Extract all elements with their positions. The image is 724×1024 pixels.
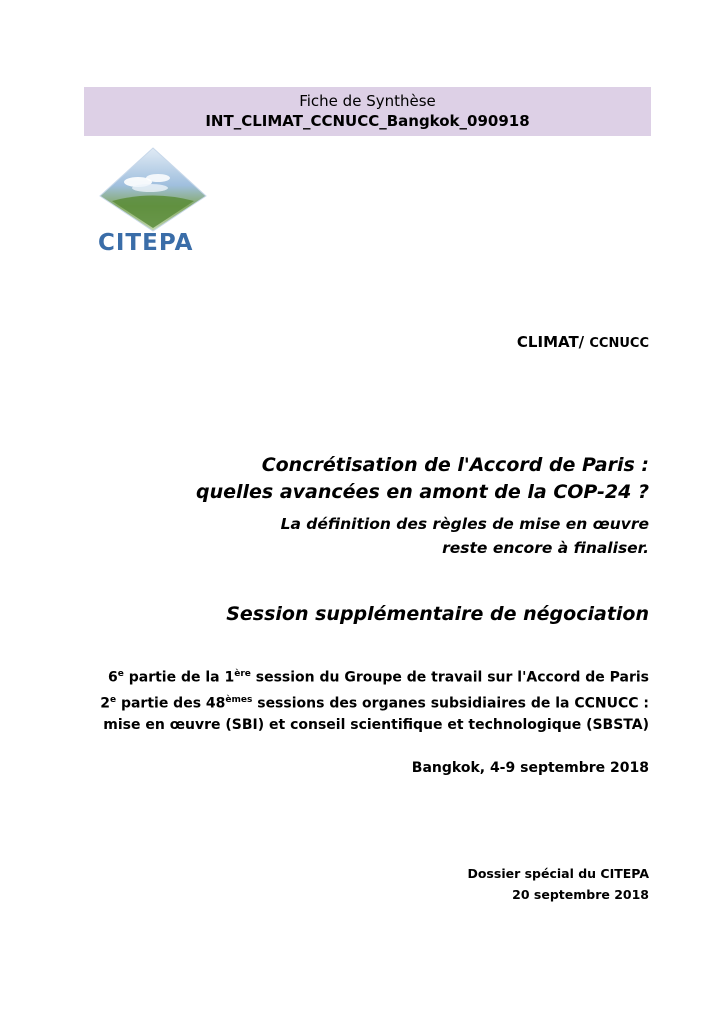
session-parts [100,663,649,736]
dossier-title: Dossier spécial du CITEPA [467,866,649,881]
header-document-reference: INT_CLIMAT_CCNUCC_Bangkok_090918 [205,112,530,130]
category-main: CLIMAT/ [516,333,585,351]
dossier-date: 20 septembre 2018 [512,887,649,902]
parts-line-3: mise en œuvre (SBI) et conseil scientifique et technologique (SBSTA) [103,717,649,734]
document-title [196,452,649,506]
citepa-logo-wordmark: CITEPA [98,230,194,256]
header-document-type: Fiche de Synthèse [299,92,436,110]
parts-line-2: 2e partie des 48èmes sessions des organes subsidiaires de la CCNUCC : [100,694,649,712]
document-header-box [84,87,651,136]
document-subtitle [281,512,649,560]
title-line-2: quelles avancées en amont de la COP-24 ? [196,481,649,503]
subtitle-line-1: La définition des règles de mise en œuvre [280,515,649,533]
title-line-1: Concrétisation de l'Accord de Paris : [261,454,649,476]
parts-line-1: 6e partie de la 1ère session du Groupe de travail sur l'Accord de Paris [108,669,649,686]
location-date: Bangkok, 4-9 septembre 2018 [411,760,649,776]
subtitle-line-2: reste encore à finaliser. [442,539,649,557]
category-sub: CCNUCC [589,336,649,351]
session-heading: Session supplémentaire de négociation [226,603,649,625]
dossier-info [467,863,649,905]
document-category [517,333,649,351]
